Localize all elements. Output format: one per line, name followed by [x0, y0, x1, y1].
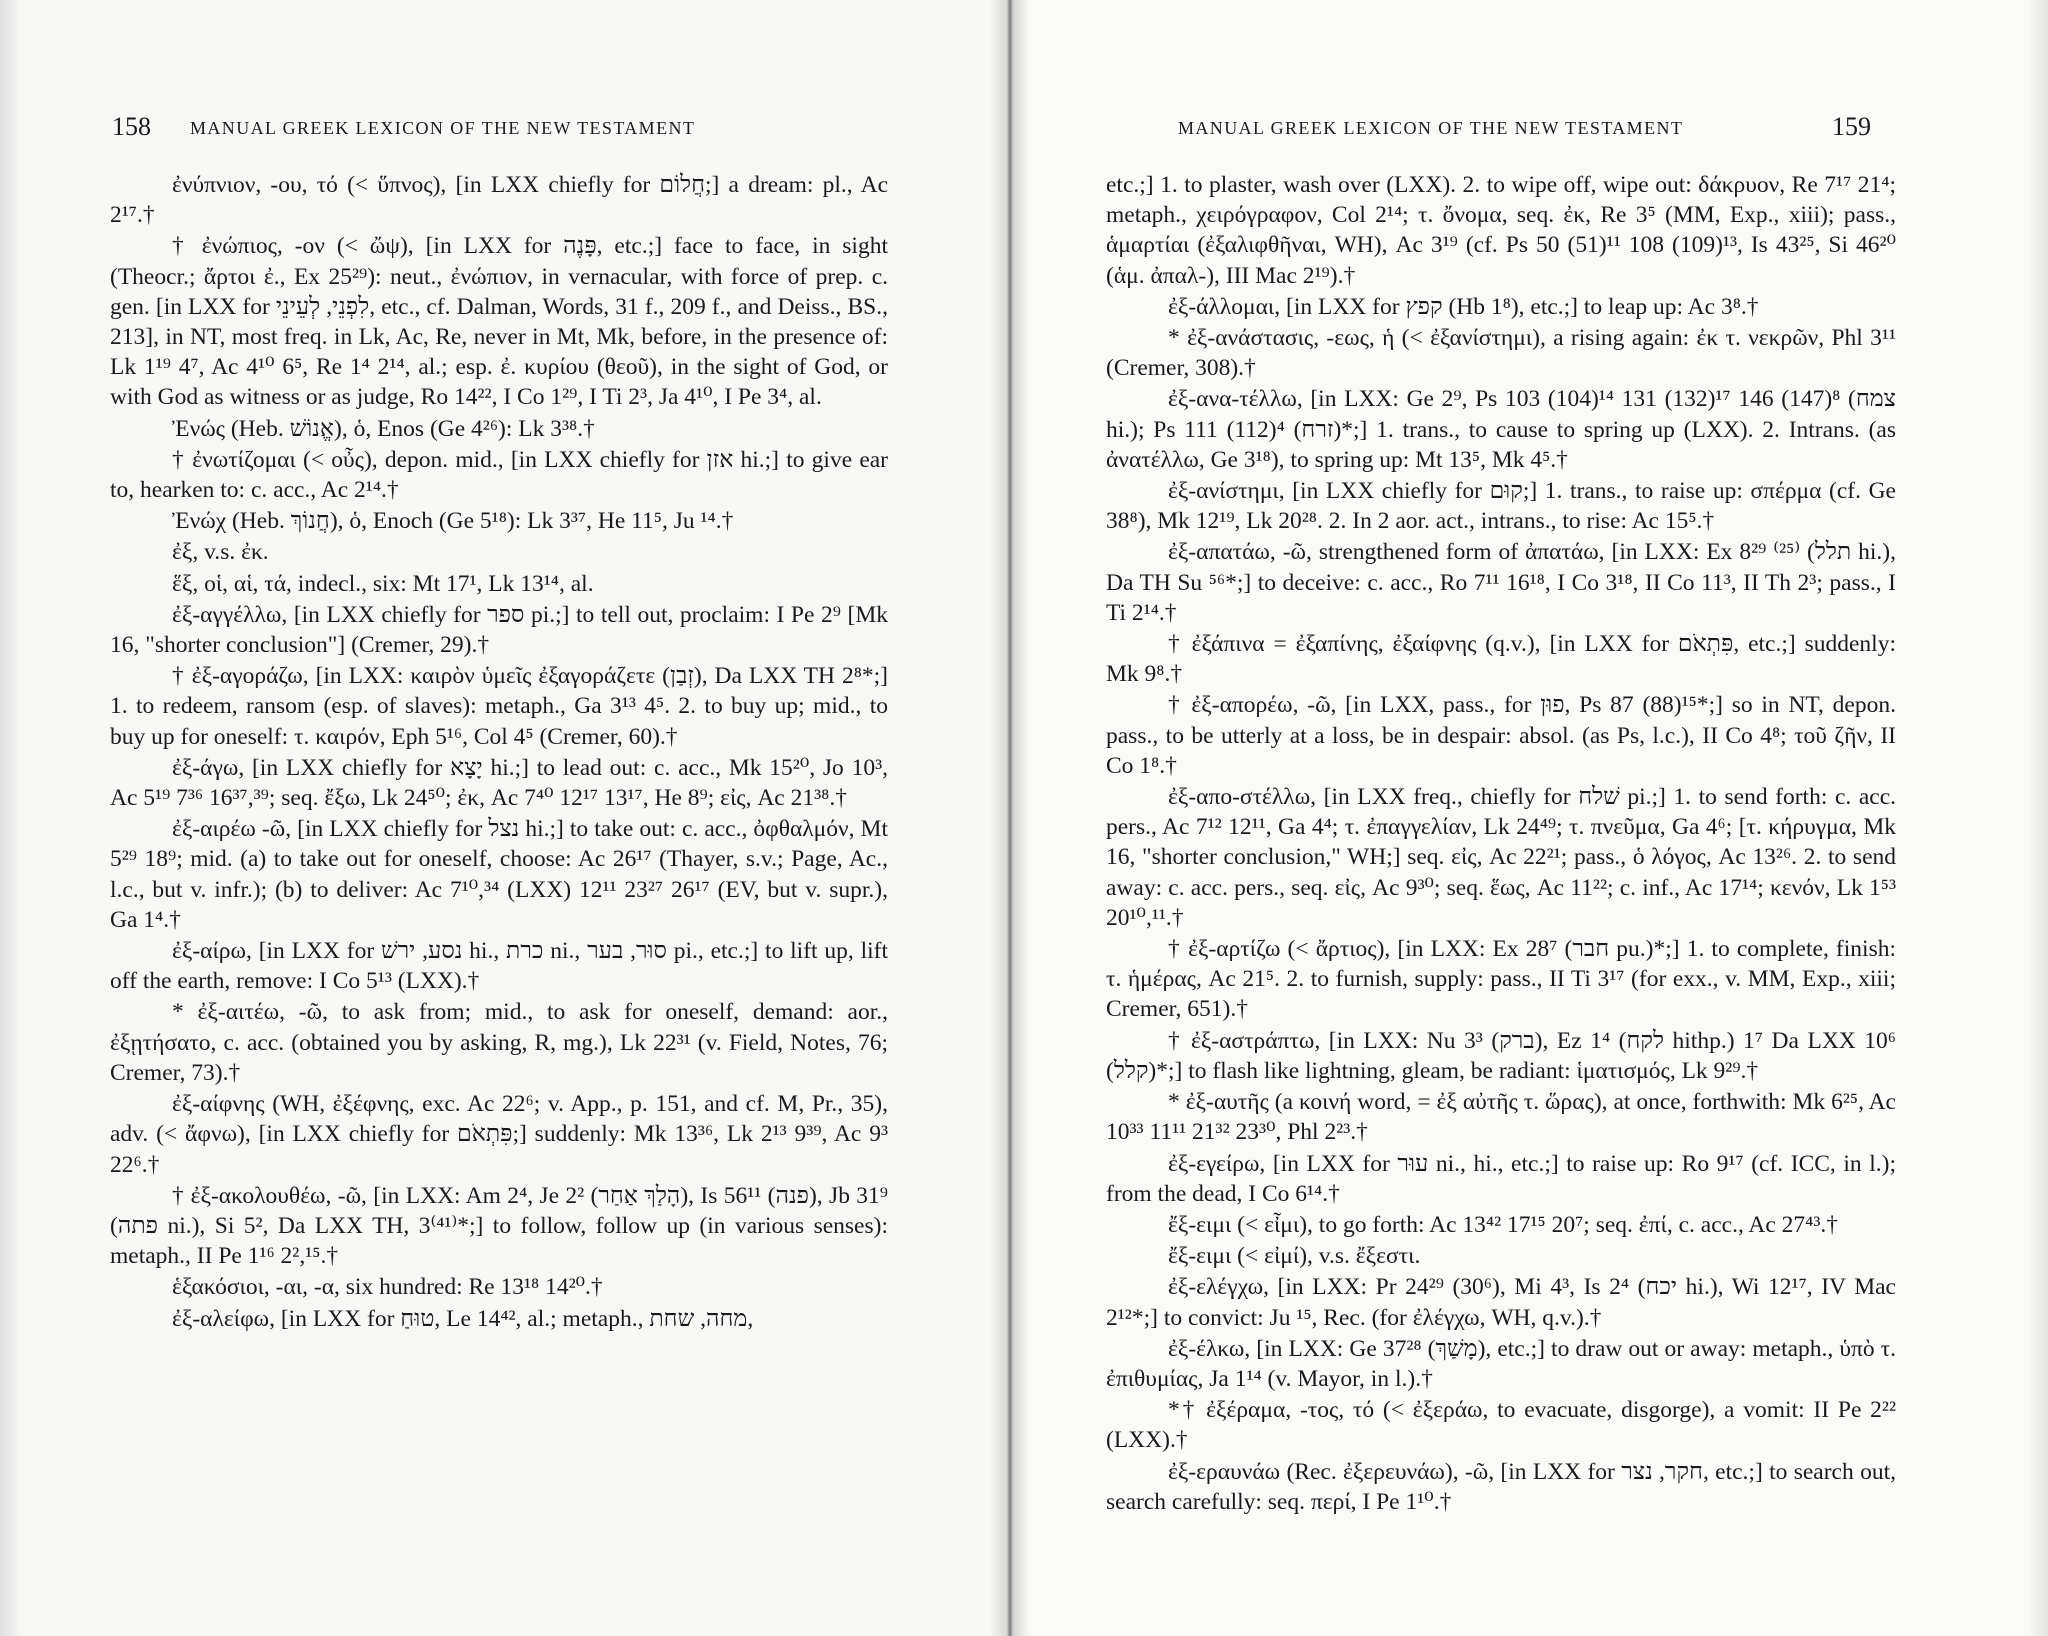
- lexicon-entry: † ἐξ-απορέω, -ῶ, [in LXX, pass., for פוּן, Ps 87 (88)¹⁵*;] so in NT, depon. pass., to be utterly at a loss, be in despair: absol. (as Ps, l.c.), II Co 4⁸; τοῦ ζῆν, II Co 1⁸.†: [1106, 692, 1896, 779]
- lexicon-entry: ἐξ-ανα-τέλλω, [in LXX: Ge 2⁹, Ps 103 (104)¹⁴ 131 (132)¹⁷ 146 (147)⁸ (צמח hi.); Ps 111 (112)⁴ (זרח)*;] 1. trans., to cause to spring up (LXX). 2. Intrans. (as ἀνατέλλω, Ge 3¹⁸), to spring up: Mt 13⁵, Mk 4⁵.†: [1106, 386, 1897, 473]
- running-head: MANUAL GREEK LEXICON OF THE NEW TESTAMENT: [190, 118, 696, 138]
- lexicon-entry: * ἐξ-αιτέω, -ῶ, to ask from; mid., to ask for oneself, demand: aor., ἐξῃτήσατο, c. acc. (obtained you by asking, R, mg.), Lk 22³¹ (v. Field, Notes, 76; Cremer, 73).†: [110, 999, 888, 1086]
- lexicon-entry: ἐξ-αίφνης (WH, ἐξέφνης, exc. Ac 22⁶; v. App., p. 151, and cf. M, Pr., 35), adv. (< ἄφνω), [in LXX chiefly for פִּתְאֹם;] suddenly: Mk 13³⁶, Lk 2¹³ 9³⁹, Ac 9³ 22⁶.†: [110, 1091, 888, 1178]
- lexicon-entry: ἐξ-άλλομαι, [in LXX for קפץ (Hb 1⁸), etc.;] to leap up: Ac 3⁸.†: [1168, 293, 1759, 320]
- page-edge-shadow: [2028, 0, 2048, 1636]
- lexicon-entry: ἐνύπνιον, -ου, τό (< ὕπνος), [in LXX chiefly for חֲלוֹם;] a dream: pl., Ac 2¹⁷.†: [110, 172, 888, 229]
- lexicon-entry: ἐξ-ελέγχω, [in LXX: Pr 24²⁹ (30⁶), Mi 4³, Is 2⁴ (יכח hi.), Wi 12¹⁷, IV Mac 2¹²*;] to convict: Ju ¹⁵, Rec. (for ἐλέγχω, WH, q.v.).†: [1106, 1274, 1896, 1331]
- lexicon-entry: ἐξ-απο-στέλλω, [in LXX freq., chiefly for שׁלח pi.;] 1. to send forth: c. acc. pers., Ac 7¹² 12¹¹, Ga 4⁴; τ. ἐπαγγελίαν, Lk 24⁴⁹; τ. πνεῦμα, Ga 4⁶; [τ. κήρυγμα, Mk 16, "shorter conclusion," WH;] seq. εἰς, Ac 22²¹; pass., ὁ λόγος, Ac 13²⁶. 2. to send away: c. acc. pers., seq. εἰς, Ac 9³⁰; seq. ἕως, Ac 11²²; c. inf., Ac 17¹⁴; κενόν, Lk 1⁵³ 20¹⁰,¹¹.†: [1106, 784, 1897, 931]
- lexicon-entry: ἕξ, οἱ, αἱ, τά, indecl., six: Mt 17¹, Lk 13¹⁴, al.: [172, 570, 594, 597]
- lexicon-entry: Ἐνώχ (Heb. חֲנוֹךְ), ὁ, Enoch (Ge 5¹⁸): Lk 3³⁷, He 11⁵, Ju ¹⁴.†: [172, 508, 734, 535]
- lexicon-column: [1106, 170, 1896, 1518]
- lexicon-entry: ἐξ-αγγέλλω, [in LXX chiefly for ספר pi.;] to tell out, proclaim: I Pe 2⁹ [Mk 16, "shorter conclusion"] (Cremer, 29).†: [110, 601, 888, 659]
- lexicon-entry: ἐξ-αιρέω -ῶ, [in LXX chiefly for נצל hi.;] to take out: c. acc., ὀφθαλμόν, Mt 5²⁹ 18⁹; mid. (a) to take out for oneself, choose: Ac 26¹⁷ (Thayer, s.v.; Page, Ac., l.c., but v. infr.); (b) to deliver: Ac 7¹⁰,³⁴ (LXX) 12¹¹ 23²⁷ 26¹⁷ (EV, but v. supr.), Ga 1⁴.†: [110, 816, 888, 933]
- lexicon-entry: ἐξ, v.s. ἐκ.: [172, 539, 269, 566]
- lexicon-entry: † ἐνώπιος, -ον (< ὤψ), [in LXX for פָּנֶה, etc.;] face to face, in sight (Theocr.; ἄρτοι ἐ., Ex 25²⁹): neut., ἐνώπιον, in vernacular, with force of prep. c. gen. [in LXX for לִפְנֵי, לְעֵינֵי, etc., cf. Dalman, Words, 31 f., 209 f., and Deiss., BS., 213], in NT, most freq. in Lk, Ac, Re, never in Mt, Mk, before, in the presence of: Lk 1¹⁹ 4⁷, Ac 4¹⁰ 6⁵, Re 1⁴ 2¹⁴, al.; esp. ἐ. κυρίου (θεοῦ), in the sight of God, or with God as witness or as judge, Ro 14²², I Co 1²⁹, I Ti 2³, Ja 4¹⁰, I Pe 3⁴, al.: [110, 233, 889, 411]
- lexicon-entry: * ἐξ-αυτῆς (a κοινή word, = ἐξ αὐτῆς τ. ὥρας), at once, forthwith: Mk 6²⁵, Ac 10³³ 11¹¹ 21³² 23³⁰, Phl 2²³.†: [1106, 1089, 1896, 1146]
- page-edge-shadow: [0, 0, 20, 1636]
- lexicon-entry: ἑξακόσιοι, -αι, -α, six hundred: Re 13¹⁸ 14²⁰.†: [172, 1274, 603, 1301]
- lexicon-entry: * ἐξ-ανάστασις, -εως, ἡ (< ἐξανίστημι), a rising again: ἐκ τ. νεκρῶν, Phl 3¹¹ (Cremer, 308).†: [1106, 325, 1896, 382]
- lexicon-entry: † ἐξ-ακολουθέω, -ῶ, [in LXX: Am 2⁴, Je 2² (הָלַךְ אַחַר), Is 56¹¹ (פנה), Jb 31⁹ (פתה ni.), Si 5², Da LXX TH, 3⁽⁴¹⁾*;] to follow, follow up (in various senses): metaph., II Pe 1¹⁶ 2²,¹⁵.†: [110, 1182, 888, 1270]
- right-page: [1010, 0, 2048, 1636]
- lexicon-entry: ἐξ-αλείφω, [in LXX for טוּחַ, Le 14⁴², al.; metaph., מחה, שחת,: [172, 1305, 754, 1332]
- lexicon-entry: ἔξ-ειμι (< εἰμί), v.s. ἔξεστι.: [1168, 1243, 1421, 1270]
- page-number: 159: [1832, 112, 1871, 141]
- lexicon-entry: † ἐξ-αρτίζω (< ἄρτιος), [in LXX: Ex 28⁷ (חבר pu.)*;] 1. to complete, finish: τ. ἡμέρας, Ac 21⁵. 2. to furnish, supply: pass., II Ti 3¹⁷ (for exx., v. MM, Exp., xiii; Cremer, 651).†: [1106, 936, 1896, 1023]
- lexicon-entry: ἐξ-εγείρω, [in LXX for עוּר ni., hi., etc.;] to raise up: Ro 9¹⁷ (cf. ICC, in l.); from the dead, I Co 6¹⁴.†: [1106, 1150, 1896, 1207]
- lexicon-entry: ἐξ-ανίστημι, [in LXX chiefly for קוּם;] 1. trans., to raise up: σπέρμα (cf. Ge 38⁸), Mk 12¹⁹, Lk 20²⁸. 2. In 2 aor. act., intrans., to rise: Ac 15⁵.†: [1106, 478, 1896, 535]
- lexicon-entry: ἐξ-έλκω, [in LXX: Ge 37²⁸ (מָשַׁךְ), etc.;] to draw out or away: metaph., ὑπὸ τ. ἐπιθυμίας, Ja 1¹⁴ (v. Mayor, in l.).†: [1106, 1335, 1896, 1392]
- running-head: MANUAL GREEK LEXICON OF THE NEW TESTAMENT: [1178, 118, 1684, 138]
- page-number: 158: [112, 112, 151, 141]
- lexicon-entry: † ἐξάπινα = ἐξαπίνης, ἐξαίφνης (q.v.), [in LXX for פִּתְאֹם, etc.;] suddenly: Mk 9⁸.†: [1106, 631, 1896, 688]
- lexicon-entry: *† ἐξέραμα, -τος, τό (< ἐξεράω, to evacuate, disgorge), a vomit: II Pe 2²² (LXX).†: [1106, 1397, 1896, 1454]
- lexicon-column: [110, 170, 888, 1335]
- lexicon-entry: ἐξ-εραυνάω (Rec. ἐξερευνάω), -ῶ, [in LXX for חקר, נצר, etc.;] to search out, search carefully: seq. περί, I Pe 1¹⁰.†: [1106, 1458, 1896, 1515]
- lexicon-entry: † ἐξ-αστράπτω, [in LXX: Nu 3³ (ברק), Ez 1⁴ (לקח hithp.) 1⁷ Da LXX 10⁶ (קלל)*;] to flash like lightning, gleam, be radiant: ἱματισμός, Lk 9²⁹.†: [1106, 1027, 1896, 1084]
- book-gutter: [990, 0, 1030, 1636]
- lexicon-entry: † ἐνωτίζομαι (< οὖς), depon. mid., [in LXX chiefly for אזן hi.;] to give ear to, hearken to: c. acc., Ac 2¹⁴.†: [110, 446, 889, 504]
- lexicon-entry: ἐξ-άγω, [in LXX chiefly for יָצָא hi.;] to lead out: c. acc., Mk 15²⁰, Jo 10³, Ac 5¹⁹ 7³⁶ 16³⁷,³⁹; seq. ἔξω, Lk 24⁵⁰; ἐκ, Ac 7⁴⁰ 12¹⁷ 13¹⁷, He 8⁹; εἰς, Ac 21³⁸.†: [110, 754, 888, 812]
- lexicon-entry: ἐξ-αίρω, [in LXX for נסע, ירשׁ hi., כרת ni., סוּר, בער pi., etc.;] to lift up, lift off the earth, remove: I Co 5¹³ (LXX).†: [110, 938, 888, 995]
- lexicon-entry: Ἐνώς (Heb. אֱנוֹשׁ), ὁ, Enos (Ge 4²⁶): Lk 3³⁸.†: [172, 415, 595, 442]
- lexicon-entry-continued: etc.;] 1. to plaster, wash over (LXX). 2. to wipe off, wipe out: δάκρυον, Re 7¹⁷ 21⁴; metaph., χειρόγραφον, Col 2¹⁴; τ. ὄνομα, seq. ἐκ, Re 3⁵ (MM, Exp., xiii); pass., ἁμαρτίαι (ἐξαλιφθῆναι, WH), Ac 3¹⁹ (cf. Ps 50 (51)¹¹ 108 (109)¹³, Is 43²⁵, Si 46²⁰ (ἁμ. ἀπαλ-), III Mac 2¹⁹).†: [1106, 172, 1896, 289]
- lexicon-entry: ἐξ-απατάω, -ῶ, strengthened form of ἀπατάω, [in LXX: Ex 8²⁹ ⁽²⁵⁾ (תלל hi.), Da TH Su ⁵⁶*;] to deceive: c. acc., Ro 7¹¹ 16¹⁸, I Co 3¹⁸, II Co 11³, II Th 2³; pass., I Ti 2¹⁴.†: [1106, 539, 1896, 626]
- lexicon-entry: † ἐξ-αγοράζω, [in LXX: καιρὸν ὑμεῖς ἐξαγοράζετε (זְבַן), Da LXX TH 2⁸*;] 1. to redeem, ransom (esp. of slaves): metaph., Ga 3¹³ 4⁵. 2. to buy up; mid., to buy up for oneself: τ. καιρόν, Eph 5¹⁶, Col 4⁵ (Cremer, 60).†: [110, 663, 888, 750]
- lexicon-entry: ἔξ-ειμι (< εἶμι), to go forth: Ac 13⁴² 17¹⁵ 20⁷; seq. ἐπί, c. acc., Ac 27⁴³.†: [1168, 1211, 1839, 1238]
- left-page: [0, 0, 1010, 1636]
